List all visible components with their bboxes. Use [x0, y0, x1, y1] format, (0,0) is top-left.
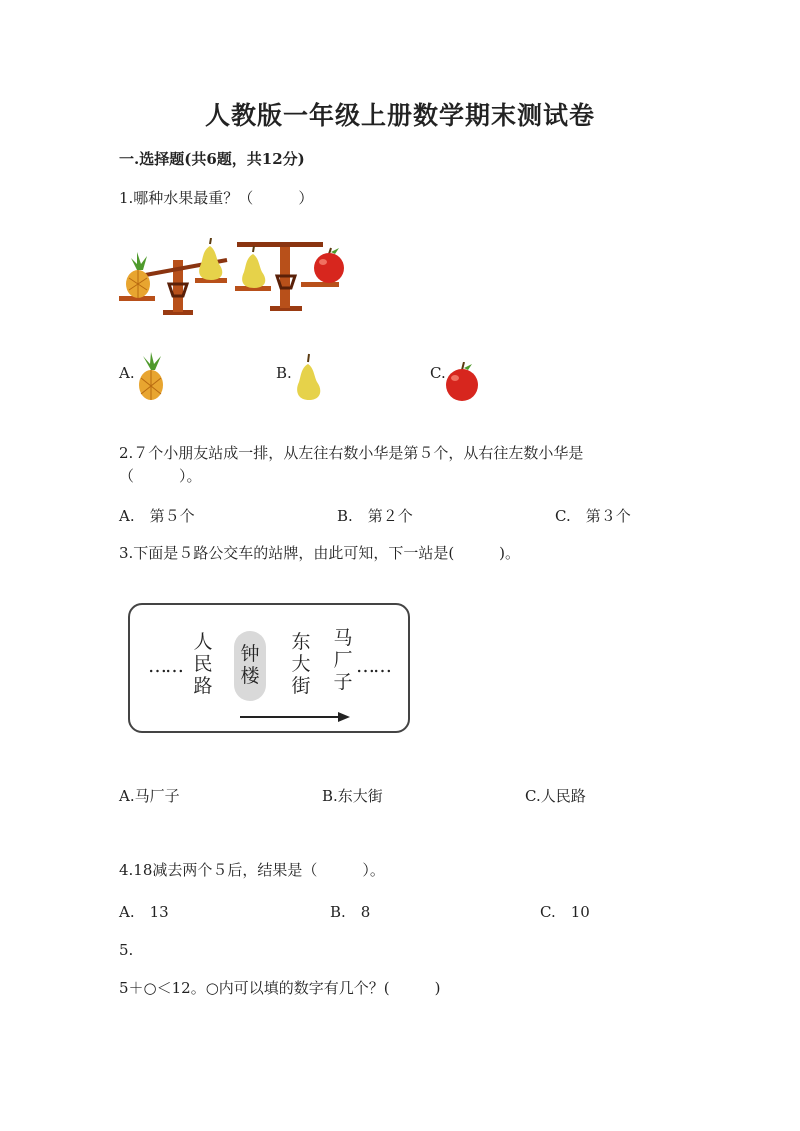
question-5-number: 5. — [119, 941, 134, 959]
question-4-stem: 4.18减去两个５后，结果是（ ）。 — [119, 861, 385, 879]
pear-icon — [199, 238, 222, 280]
stop-dongdajie — [290, 631, 312, 697]
pear-icon — [242, 246, 265, 288]
question-5-stem: 5＋○＜12。○内可以填的数字有几个？( ) — [119, 979, 441, 997]
stop-char: 路 — [193, 675, 213, 697]
question-2-option-c[interactable]: C. 第３个 — [555, 507, 631, 525]
stop-char: 街 — [291, 675, 311, 697]
stop-char: 楼 — [240, 665, 260, 687]
question-2-stem-line1: 2.７个小朋友站成一排，从左往右数小华是第５个，从右往左数小华是 — [119, 444, 584, 462]
stop-char: 大 — [291, 653, 311, 675]
pineapple-icon — [135, 352, 167, 402]
section-heading: 一.选择题(共6题，共12分) — [119, 150, 305, 168]
option-label: A. — [119, 364, 135, 382]
option-label: B. — [276, 364, 292, 382]
question-1-option-c[interactable] — [430, 352, 490, 404]
question-2-option-a[interactable]: A. 第５个 — [119, 507, 195, 525]
question-3-option-b[interactable]: B.东大街 — [322, 787, 383, 805]
question-4-option-b[interactable]: B. 8 — [330, 903, 371, 921]
bus-stop-sign — [128, 603, 410, 733]
question-2-stem-line2: （ ）。 — [119, 467, 202, 485]
question-1-option-b[interactable] — [276, 352, 336, 404]
balance-scales-illustration — [115, 238, 355, 320]
question-3-stem: 3.下面是５路公交车的站牌，由此可知，下一站是( )。 — [119, 544, 521, 562]
question-1-stem: 1.哪种水果最重？（ ） — [119, 189, 314, 207]
stop-char: 子 — [333, 671, 353, 693]
question-2-option-b[interactable]: B. 第２个 — [337, 507, 413, 525]
stop-machangzi — [332, 627, 354, 693]
stop-char: 东 — [291, 631, 311, 653]
question-3-option-c[interactable]: C.人民路 — [525, 787, 586, 805]
stop-char: 厂 — [333, 649, 353, 671]
question-4-option-a[interactable]: A. 13 — [119, 903, 169, 921]
direction-arrow-icon — [240, 711, 352, 723]
pineapple-icon — [126, 252, 150, 298]
stop-char: 人 — [193, 631, 213, 653]
sign-dots-left: …… — [148, 655, 182, 677]
question-3-option-a[interactable]: A.马厂子 — [119, 787, 180, 805]
question-1-option-a[interactable] — [119, 352, 179, 404]
sign-dots-right: …… — [356, 655, 390, 677]
question-4-option-c[interactable]: C. 10 — [540, 903, 590, 921]
option-label: C. — [430, 364, 446, 382]
stop-renminlu — [192, 631, 214, 697]
stop-char: 钟 — [240, 643, 260, 665]
stop-zhonglou-current — [239, 643, 261, 687]
page-title: 人教版一年级上册数学期末测试卷 — [204, 101, 595, 130]
pear-icon — [292, 352, 324, 402]
stop-char: 马 — [333, 627, 353, 649]
apple-icon — [314, 248, 344, 283]
stop-char: 民 — [193, 653, 213, 675]
apple-icon — [444, 362, 480, 402]
